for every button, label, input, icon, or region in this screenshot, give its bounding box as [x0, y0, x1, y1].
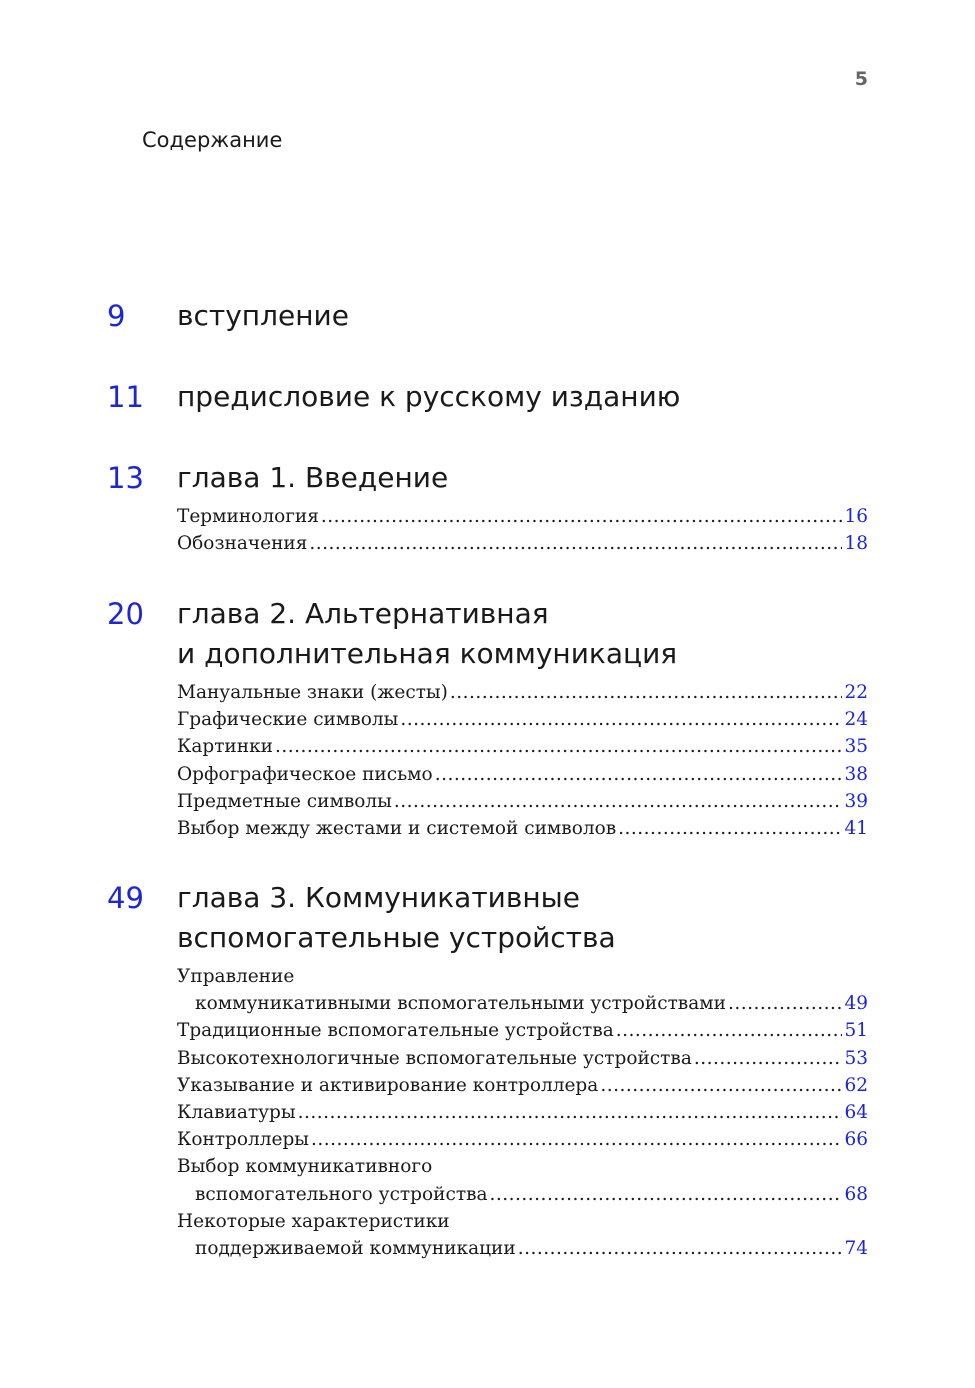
chapter-title-line: предисловие к русскому изданию — [177, 380, 681, 413]
dot-leader — [518, 1235, 843, 1262]
toc-entry[interactable] — [177, 503, 868, 530]
chapter-page-number[interactable]: 11 — [107, 380, 144, 414]
toc-entry-page[interactable]: 38 — [844, 763, 868, 785]
chapter-title-line: глава 1. Введение — [177, 461, 449, 494]
dot-leader — [298, 1099, 843, 1126]
toc-entry-page[interactable]: 41 — [844, 817, 868, 839]
chapter-page-number[interactable]: 9 — [107, 299, 126, 333]
chapter-title-line: и дополнительная коммуникация — [177, 637, 678, 670]
toc-entry[interactable] — [177, 706, 868, 733]
dot-leader — [309, 530, 842, 557]
toc-entry-label: Контроллеры — [177, 1129, 310, 1151]
toc-entry-page[interactable]: 49 — [844, 993, 868, 1015]
toc-entry-page[interactable]: 22 — [844, 682, 868, 703]
chapter-title-line: глава 2. Альтернативная — [177, 597, 549, 630]
chapter-page-number[interactable]: 49 — [107, 881, 144, 915]
toc-entry — [177, 1153, 868, 1180]
toc-entry-label: Терминология — [177, 506, 319, 527]
toc-entry-label: Мануальные знаки (жесты) — [177, 682, 448, 703]
toc-entry-list — [177, 963, 868, 1262]
toc-entry-label: Клавиатуры — [177, 1101, 296, 1123]
toc-entry — [177, 1208, 868, 1235]
toc-entry-label: Обозначения — [177, 533, 308, 555]
toc-entry-page[interactable]: 18 — [844, 533, 868, 555]
toc-entry-label: Картинки — [177, 736, 273, 758]
dot-leader — [600, 1072, 842, 1099]
toc-entry-label: Предметные символы — [177, 790, 392, 812]
toc-entry-page[interactable]: 74 — [844, 1237, 868, 1259]
toc-entry[interactable] — [177, 1045, 868, 1072]
toc-entry[interactable] — [177, 788, 868, 815]
toc-entry-label: Выбор между жестами и системой символов — [177, 817, 617, 839]
toc-entry[interactable] — [177, 815, 868, 842]
toc-entry-label: Орфографическое письмо — [177, 763, 433, 785]
toc-entry[interactable] — [177, 761, 868, 788]
chapter-title — [177, 458, 877, 498]
dot-leader — [728, 990, 842, 1017]
dot-leader — [311, 1126, 842, 1153]
toc-entry-label: Некоторые характеристики — [177, 1210, 450, 1232]
toc-entry-page[interactable]: 64 — [844, 1101, 868, 1123]
chapter-title — [177, 296, 877, 336]
chapter-title-line: глава 3. Коммуникативные — [177, 881, 580, 914]
dot-leader — [450, 679, 843, 706]
toc-entry-page[interactable]: 16 — [844, 506, 868, 527]
toc-entry[interactable] — [177, 1072, 868, 1099]
toc-entry-page[interactable]: 66 — [844, 1129, 868, 1151]
toc-entry-label: Управление — [177, 966, 295, 987]
dot-leader — [490, 1181, 843, 1208]
toc-entry[interactable] — [177, 990, 868, 1017]
toc-entry-label: коммуникативными вспомогательными устройствами — [195, 993, 726, 1015]
toc-entry-label: Высокотехнологичные вспомогательные устройства — [177, 1047, 692, 1069]
dot-leader — [694, 1045, 843, 1072]
chapter-title — [177, 377, 877, 417]
toc-entry-label: вспомогательного устройства — [195, 1183, 488, 1205]
dot-leader — [616, 1017, 843, 1044]
running-header: Содержание — [142, 128, 283, 152]
dot-leader — [275, 733, 842, 760]
dot-leader — [435, 761, 843, 788]
toc-entry[interactable] — [177, 733, 868, 760]
chapter-page-number[interactable]: 20 — [107, 597, 144, 631]
toc-entry-label: поддерживаемой коммуникации — [195, 1237, 516, 1259]
chapter-title-line: вступление — [177, 299, 349, 332]
toc-entry-label: Традиционные вспомогательные устройства — [177, 1020, 614, 1042]
toc-entry[interactable] — [177, 679, 868, 706]
toc-entry-page[interactable]: 24 — [844, 709, 868, 731]
toc-entry-list — [177, 503, 868, 557]
toc-entry[interactable] — [177, 1235, 868, 1262]
toc-entry[interactable] — [177, 1181, 868, 1208]
toc-entry[interactable] — [177, 1099, 868, 1126]
toc-entry-label: Выбор коммуникативного — [177, 1156, 433, 1178]
toc-entry[interactable] — [177, 1126, 868, 1153]
toc-entry-page[interactable]: 62 — [844, 1074, 868, 1096]
toc-entry-page[interactable]: 35 — [844, 736, 868, 758]
toc-entry-page[interactable]: 53 — [844, 1047, 868, 1069]
dot-leader — [618, 815, 842, 842]
toc-entry[interactable] — [177, 530, 868, 557]
chapter-title — [177, 594, 877, 674]
dot-leader — [394, 788, 843, 815]
chapter-title — [177, 878, 877, 958]
toc-entry-page[interactable]: 39 — [844, 790, 868, 812]
toc-entry-list — [177, 679, 868, 842]
toc-entry-page[interactable]: 68 — [844, 1183, 868, 1205]
toc-entry-page[interactable]: 51 — [844, 1020, 868, 1042]
toc-entry-label: Указывание и активирование контроллера — [177, 1074, 599, 1096]
chapter-title-line: вспомогательные устройства — [177, 921, 616, 954]
dot-leader — [321, 503, 843, 530]
dot-leader — [400, 706, 842, 733]
toc-entry-label: Графические символы — [177, 709, 399, 731]
page-number: 5 — [854, 68, 868, 90]
toc-entry — [177, 963, 868, 990]
chapter-page-number[interactable]: 13 — [107, 461, 144, 495]
toc-entry[interactable] — [177, 1017, 868, 1044]
